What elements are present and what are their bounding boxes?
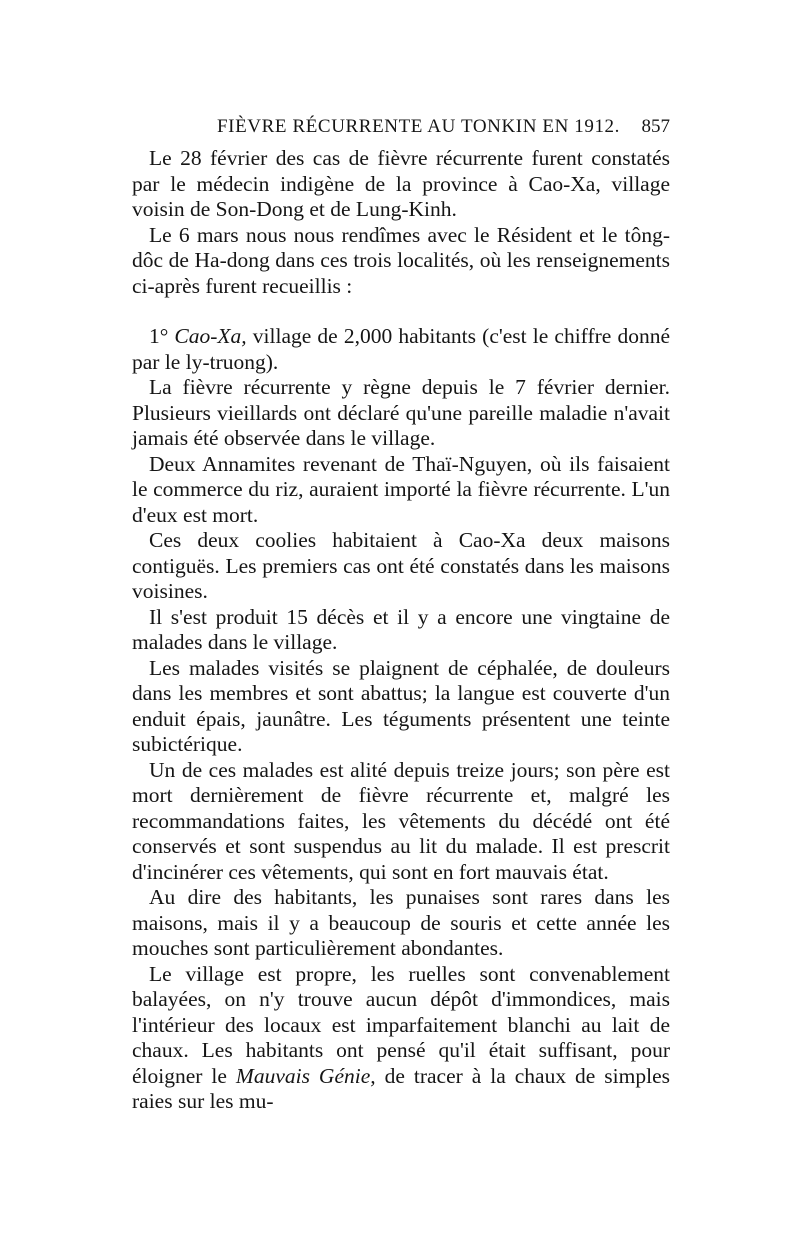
place-name: Cao-Xa,	[174, 324, 247, 348]
paragraph-8: Les malades visités se plaignent de céphalée, de douleurs dans les membres et sont abattus; la langue est couverte d'un enduit épais, jaunâtre. Les téguments présentent une teinte subictérique.	[132, 655, 670, 756]
paragraph-2: Le 6 mars nous nous rendîmes avec le Résident et le tông-dôc de Ha-dong dans ces trois localités, où les renseignements ci-après furent recueillis :	[132, 222, 670, 298]
paragraph-10: Au dire des habitants, les punaises sont rares dans les maisons, mais il y a beaucoup de souris et cette année les mouches sont particulièrement abondantes.	[132, 885, 670, 960]
paragraph-11-tail: de tracer à la chaux de simples raies sur les mu-	[132, 1063, 671, 1113]
paragraph-6: Ces deux coolies habitaient à Cao-Xa deux maisons contiguës. Les premiers cas ont été constatés dans les maisons voisines.	[132, 528, 670, 603]
italic-phrase: Mauvais Génie,	[235, 1063, 376, 1088]
list-marker: 1°	[149, 324, 169, 348]
paragraph-11	[132, 962, 670, 1115]
paragraph-1: Le 28 février des cas de fièvre récurrente furent constatés par le médecin indigène de la province à Cao-Xa, village voisin de Son-Dong et de Lung-Kinh.	[132, 146, 670, 221]
page-header	[145, 116, 670, 144]
body-text	[132, 146, 670, 1115]
running-title: FIÈVRE RÉCURRENTE AU TONKIN EN 1912.	[217, 116, 621, 137]
paragraph-3	[132, 324, 670, 375]
paragraph-7: Il s'est produit 15 décès et il y a encore une vingtaine de malades dans le village.	[132, 604, 670, 654]
paragraph-9: Un de ces malades est alité depuis treize jours; son père est mort dernièrement de fièvre récurrente et, malgré les recommandations faites, les vêtements du décédé ont été conservés et sont suspendus au lit du malade. Il est prescrit d'incinérer ces vêtements, qui sont en fort mauvais état.	[132, 757, 670, 884]
page-number: 857	[641, 116, 670, 137]
paragraph-4: La fièvre récurrente y règne depuis le 7 février dernier. Plusieurs vieillards ont déclaré qu'une pareille maladie n'avait jamais été observée dans le village.	[132, 375, 670, 450]
paragraph-3-text: village de 2,000 habitants (c'est le chiffre donné par le ly-truong).	[132, 324, 671, 374]
paragraph-11-text: Le village est propre, les ruelles sont convenablement balayées, on n'y trouve aucun dépôt d'immondices, mais l'intérieur des locaux est imparfaitement blanchi au lait de chaux. Les habitants ont pensé qu'il était suffisant, pour éloigner le	[132, 961, 670, 1088]
paragraph-5: Deux Annamites revenant de Thaï-Nguyen, où ils faisaient le commerce du riz, auraient importé la fièvre récurrente. L'un d'eux est mort.	[132, 451, 670, 527]
